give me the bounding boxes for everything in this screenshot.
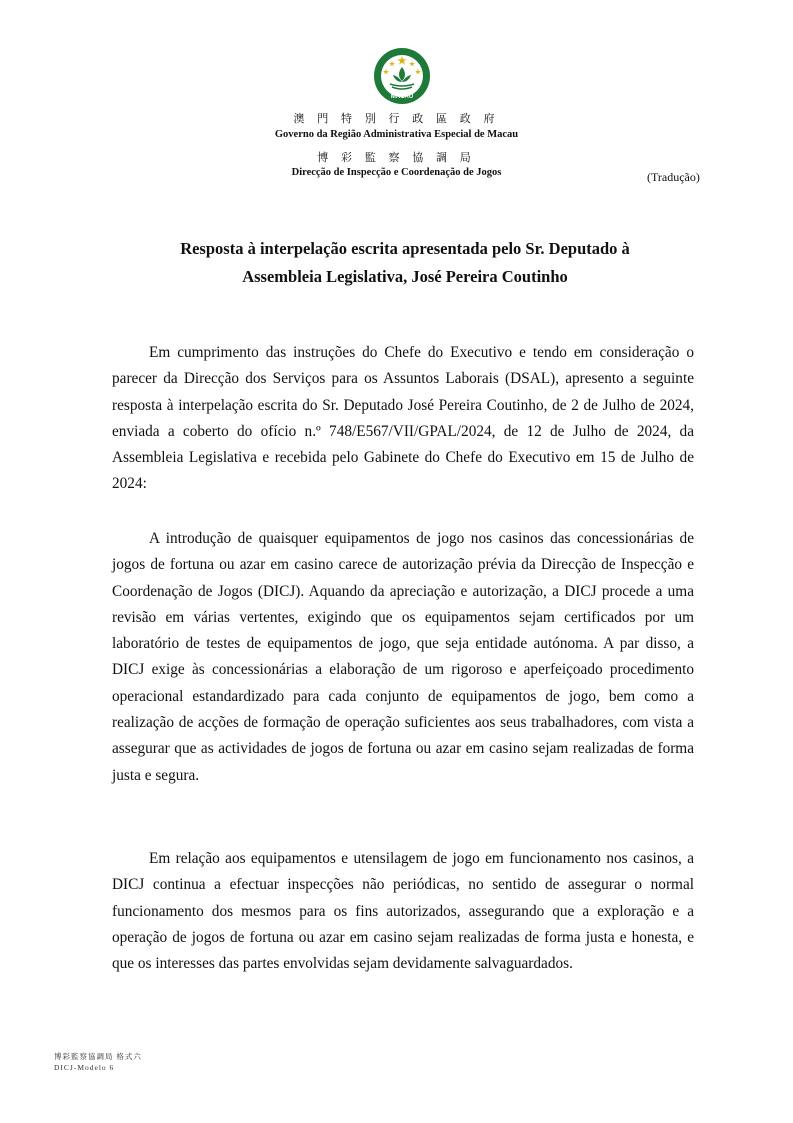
department-name-portuguese: Direcção de Inspecção e Coordenação de Jogos <box>291 167 502 178</box>
body-paragraph-3: Em relação aos equipamentos e utensilagem de jogo em funcionamento nos casinos, a DICJ continua a efectuar inspecções não periódicas, no sentido de assegurar o normal funcionamento dos mesmos para os fins autorizados, assegurando que a exploração e a operação de jogos de fortuna ou azar em casino sejam realizadas de forma justa e honesta, e que os interesses das partes envolvidas sejam devidamente salvaguardados. <box>112 850 694 973</box>
macau-emblem-icon <box>373 47 431 105</box>
footer-line-1: 博彩監察協調局 格式六 <box>54 1052 142 1061</box>
government-name-chinese: 澳 門 特 別 行 政 區 政 府 <box>293 113 500 125</box>
translation-note: (Tradução) <box>647 170 700 184</box>
document-title <box>110 235 700 291</box>
body-paragraph-2: A introdução de quaisquer equipamentos de jogo nos casinos das concessionárias de jogos de fortuna ou azar em casino carece de autorização prévia da Direcção de Inspecção e Coordenação de Jogos (DICJ). Aquando da apreciação e autorização, a DICJ procede a uma revisão em várias vertentes, exigindo que os equipamentos sejam certificados por um laboratório de testes de equipamentos de jogo, que seja entidade autónoma. A par disso, a DICJ exige às concessionárias a elaboração de um rigoroso e aperfeiçoado procedimento operacional estandardizado para cada conjunto de equipamentos de jogo, bem como a realização de acções de formação de operação suficientes aos seus trabalhadores, com vista a assegurar que as actividades de jogos de fortuna ou azar em casino sejam realizadas de forma justa e segura. <box>112 530 694 784</box>
title-line-1: Resposta à interpelação escrita apresentada pelo Sr. Deputado à <box>180 239 630 258</box>
form-footer <box>54 1051 142 1073</box>
title-line-2: Assembleia Legislativa, José Pereira Coutinho <box>242 267 568 286</box>
department-name-chinese: 博 彩 監 察 協 調 局 <box>317 152 476 164</box>
emblem-text: MACAU <box>390 94 414 100</box>
footer-line-2: DICJ-Modelo 6 <box>54 1063 115 1072</box>
government-name-portuguese: Governo da Região Administrativa Especial de Macau <box>274 129 519 140</box>
body-paragraph-1: Em cumprimento das instruções do Chefe do Executivo e tendo em consideração o parecer da Direcção dos Serviços para os Assuntos Laborais (DSAL), apresento a seguinte resposta à interpelação escrita do Sr. Deputado José Pereira Coutinho, de 2 de Julho de 2024, enviada a coberto do ofício n.º 748/E567/VII/GPAL/2024, de 12 de Julho de 2024, da Assembleia Legislativa e recebida pelo Gabinete do Chefe do Executivo em 15 de Julho de 2024: <box>112 344 694 493</box>
